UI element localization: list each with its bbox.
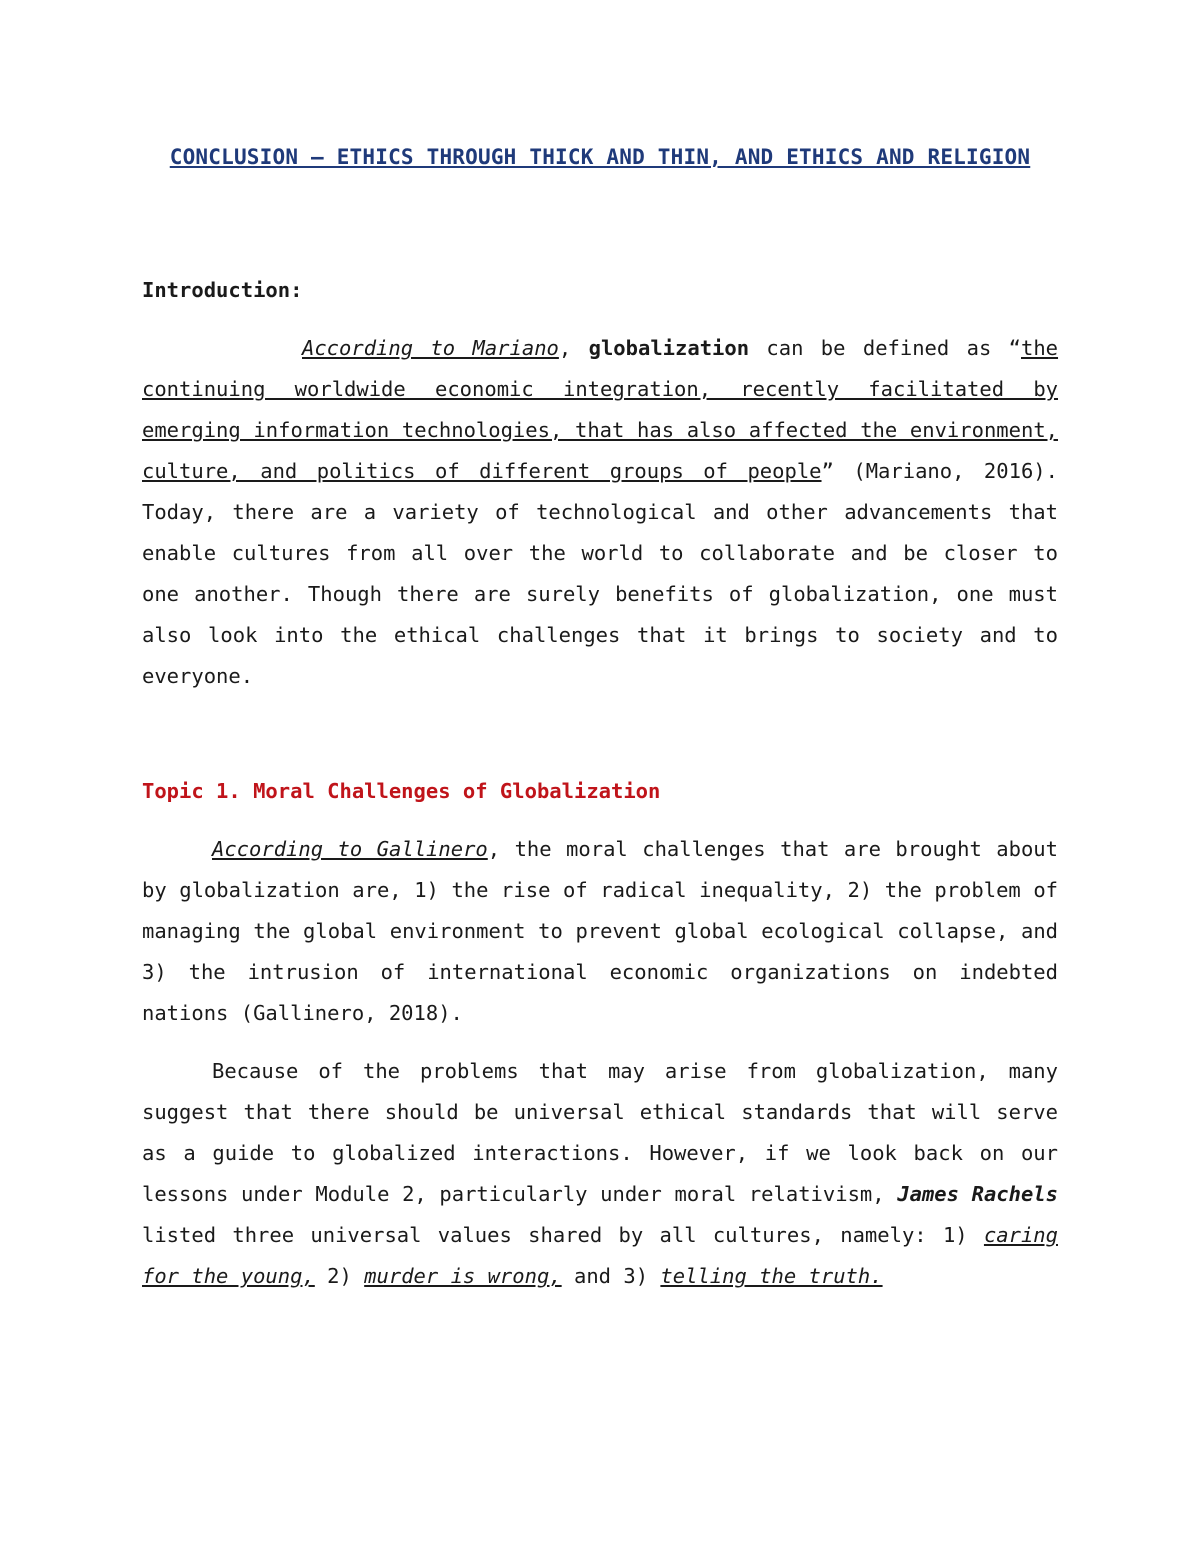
- intro-rest-text: ” (Mariano, 2016). Today, there are a variety of technological and other advancements that enable cultures from all over the world to collaborate and be closer to one another. Though there are surely benefits of globalization, one must also look into the ethical challenges that it brings to society and to everyone.: [142, 459, 1058, 688]
- universal-value-2: murder is wrong,: [364, 1264, 562, 1288]
- name-james-rachels: James Rachels: [897, 1182, 1058, 1206]
- definition-quote: the continuing worldwide economic integration, recently facilitated by emerging information technologies, that has also affected the environment, culture, and politics of different groups of people: [142, 336, 1059, 483]
- topic1-paragraph-1: [142, 829, 1058, 1034]
- topic1-paragraph-1-text: , the moral challenges that are brought about by globalization are, 1) the rise of radical inequality, 2) the problem of managing the global environment to prevent global ecological collapse, and 3) the intrusion of international economic organizations on indebted nations (Gallinero, 2018).: [142, 837, 1058, 1025]
- universal-value-1: caring for the young,: [142, 1223, 1058, 1288]
- introduction-paragraph: [142, 328, 1058, 697]
- definition-lead: can be defined as “: [749, 336, 1021, 360]
- topic1-paragraph-2-text-4: and 3): [561, 1264, 661, 1288]
- universal-value-3: telling the truth.: [660, 1264, 883, 1288]
- citation-gallinero: According to Gallinero: [212, 837, 488, 861]
- citation-comma: ,: [558, 336, 572, 360]
- term-globalization: globalization: [588, 336, 750, 360]
- topic1-paragraph-2: [142, 1051, 1058, 1297]
- document-title: CONCLUSION – ETHICS THROUGH THICK AND THIN, AND ETHICS AND RELIGION: [169, 145, 1031, 169]
- topic1-heading: Topic 1. Moral Challenges of Globalization: [142, 779, 661, 803]
- citation-mariano: According to Mariano: [302, 336, 559, 360]
- topic1-paragraph-2-text-3: 2): [314, 1264, 365, 1288]
- topic1-paragraph-2-text-2: listed three universal values shared by all cultures, namely: 1): [142, 1223, 984, 1247]
- introduction-label: Introduction:: [142, 278, 303, 302]
- topic1-paragraph-2-text-1: Because of the problems that may arise from globalization, many suggest that there should be universal ethical standards that will serve as a guide to globalized interactions. However, if we look back on our lessons under Module 2, particularly under moral relativism,: [142, 1059, 1058, 1206]
